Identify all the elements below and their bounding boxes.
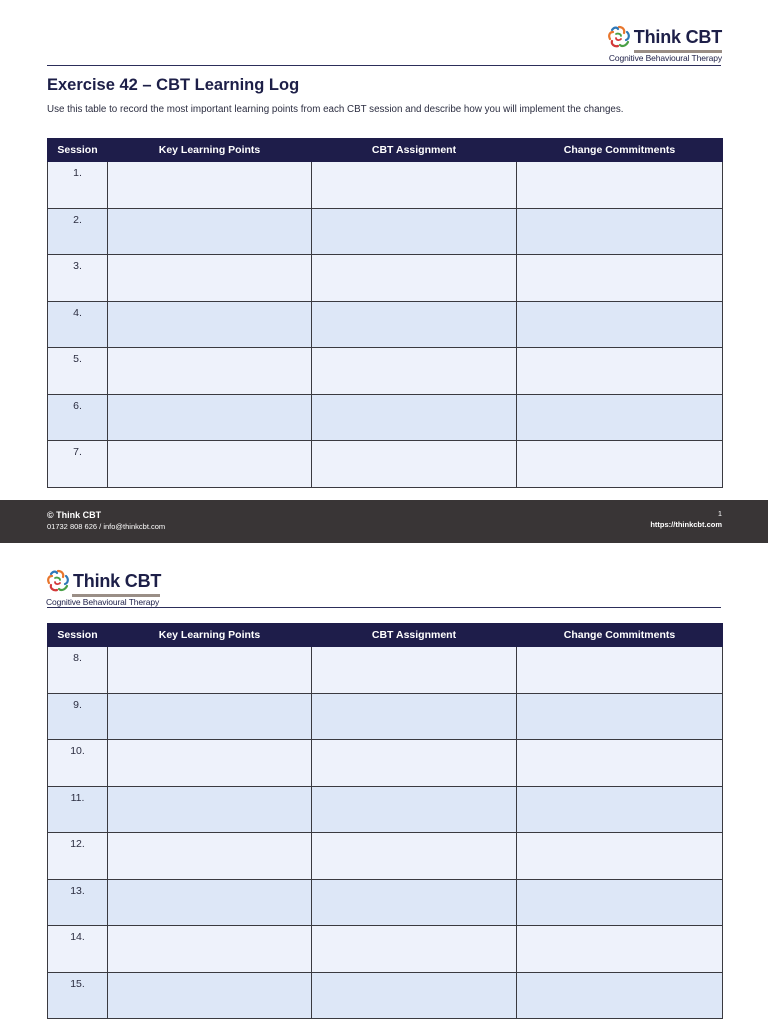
cbt-assignment-cell[interactable] xyxy=(312,833,517,880)
table-row xyxy=(48,255,723,302)
change-commitments-cell[interactable] xyxy=(517,394,723,441)
header-key-learning-points: Key Learning Points xyxy=(108,139,312,162)
header-divider xyxy=(47,607,721,608)
table-row xyxy=(48,208,723,255)
swirl-logo-icon xyxy=(46,569,70,593)
cbt-assignment-cell[interactable] xyxy=(312,348,517,395)
change-commitments-cell[interactable] xyxy=(517,786,723,833)
cbt-assignment-cell[interactable] xyxy=(312,441,517,488)
key-learning-points-cell[interactable] xyxy=(108,301,312,348)
logo-wordmark: Think CBT xyxy=(73,571,162,591)
cbt-assignment-cell[interactable] xyxy=(312,647,517,694)
cbt-assignment-cell[interactable] xyxy=(312,208,517,255)
change-commitments-cell[interactable] xyxy=(517,301,723,348)
header-change-commitments: Change Commitments xyxy=(517,139,723,162)
key-learning-points-cell[interactable] xyxy=(108,162,312,209)
key-learning-points-cell[interactable] xyxy=(108,647,312,694)
table-row xyxy=(48,394,723,441)
key-learning-points-cell[interactable] xyxy=(108,786,312,833)
change-commitments-cell[interactable] xyxy=(517,740,723,787)
header-session: Session xyxy=(48,139,108,162)
footer-phone: 01732 808 626 xyxy=(47,522,98,531)
key-learning-points-cell[interactable] xyxy=(108,348,312,395)
key-learning-points-cell[interactable] xyxy=(108,255,312,302)
footer-copyright: © Think CBT xyxy=(47,510,102,520)
session-number: 12. xyxy=(48,833,108,880)
session-number: 9. xyxy=(48,693,108,740)
table-row xyxy=(48,786,723,833)
table-row xyxy=(48,441,723,488)
table-row xyxy=(48,301,723,348)
cbt-assignment-cell[interactable] xyxy=(312,301,517,348)
header-cbt-assignment: CBT Assignment xyxy=(312,624,517,647)
change-commitments-cell[interactable] xyxy=(517,972,723,1019)
table-row xyxy=(48,348,723,395)
header-divider xyxy=(47,65,721,66)
change-commitments-cell[interactable] xyxy=(517,833,723,880)
logo-tagline: Cognitive Behavioural Therapy xyxy=(608,53,722,63)
session-number: 15. xyxy=(48,972,108,1019)
change-commitments-cell[interactable] xyxy=(517,647,723,694)
session-number: 1. xyxy=(48,162,108,209)
session-number: 13. xyxy=(48,879,108,926)
change-commitments-cell[interactable] xyxy=(517,693,723,740)
think-cbt-logo xyxy=(46,569,161,608)
cbt-assignment-cell[interactable] xyxy=(312,740,517,787)
change-commitments-cell[interactable] xyxy=(517,208,723,255)
footer-contact xyxy=(47,521,165,532)
think-cbt-logo xyxy=(607,25,722,64)
change-commitments-cell[interactable] xyxy=(517,441,723,488)
session-number: 2. xyxy=(48,208,108,255)
session-number: 3. xyxy=(48,255,108,302)
instructions-text: Use this table to record the most important learning points from each CBT session and describe how you will implement the changes. xyxy=(47,104,624,115)
table-row xyxy=(48,740,723,787)
page-footer xyxy=(0,500,768,543)
table-row xyxy=(48,647,723,694)
change-commitments-cell[interactable] xyxy=(517,879,723,926)
change-commitments-cell[interactable] xyxy=(517,255,723,302)
key-learning-points-cell[interactable] xyxy=(108,833,312,880)
cbt-assignment-cell[interactable] xyxy=(312,786,517,833)
session-number: 6. xyxy=(48,394,108,441)
table-row xyxy=(48,972,723,1019)
table-row xyxy=(48,833,723,880)
cbt-assignment-cell[interactable] xyxy=(312,926,517,973)
logo-tagline: Cognitive Behavioural Therapy xyxy=(46,597,160,607)
session-number: 7. xyxy=(48,441,108,488)
table-header-row xyxy=(48,624,723,647)
cbt-assignment-cell[interactable] xyxy=(312,879,517,926)
table-row xyxy=(48,693,723,740)
cbt-assignment-cell[interactable] xyxy=(312,693,517,740)
table-row xyxy=(48,162,723,209)
table-header-row xyxy=(48,139,723,162)
cbt-assignment-cell[interactable] xyxy=(312,394,517,441)
logo-wordmark: Think CBT xyxy=(633,27,722,47)
header-key-learning-points: Key Learning Points xyxy=(108,624,312,647)
cbt-assignment-cell[interactable] xyxy=(312,255,517,302)
session-number: 14. xyxy=(48,926,108,973)
session-number: 4. xyxy=(48,301,108,348)
key-learning-points-cell[interactable] xyxy=(108,208,312,255)
header-change-commitments: Change Commitments xyxy=(517,624,723,647)
key-learning-points-cell[interactable] xyxy=(108,879,312,926)
change-commitments-cell[interactable] xyxy=(517,162,723,209)
session-number: 11. xyxy=(48,786,108,833)
key-learning-points-cell[interactable] xyxy=(108,972,312,1019)
key-learning-points-cell[interactable] xyxy=(108,693,312,740)
header-cbt-assignment: CBT Assignment xyxy=(312,139,517,162)
session-number: 8. xyxy=(48,647,108,694)
key-learning-points-cell[interactable] xyxy=(108,441,312,488)
session-number: 10. xyxy=(48,740,108,787)
swirl-logo-icon xyxy=(607,25,631,49)
learning-log-table xyxy=(47,138,723,488)
change-commitments-cell[interactable] xyxy=(517,926,723,973)
key-learning-points-cell[interactable] xyxy=(108,394,312,441)
page-title: Exercise 42 – CBT Learning Log xyxy=(47,76,300,94)
page-number: 1 xyxy=(717,509,722,518)
page-2 xyxy=(0,543,768,1024)
table-row xyxy=(48,879,723,926)
table-row xyxy=(48,926,723,973)
key-learning-points-cell[interactable] xyxy=(108,926,312,973)
header-session: Session xyxy=(48,624,108,647)
learning-log-table xyxy=(47,623,723,1019)
cbt-assignment-cell[interactable] xyxy=(312,162,517,209)
footer-website-link[interactable]: https://thinkcbt.com xyxy=(650,520,722,529)
key-learning-points-cell[interactable] xyxy=(108,740,312,787)
cbt-assignment-cell[interactable] xyxy=(312,972,517,1019)
footer-separator: / xyxy=(99,522,102,531)
change-commitments-cell[interactable] xyxy=(517,348,723,395)
footer-email-link[interactable]: info@thinkcbt.com xyxy=(103,522,166,531)
session-number: 5. xyxy=(48,348,108,395)
